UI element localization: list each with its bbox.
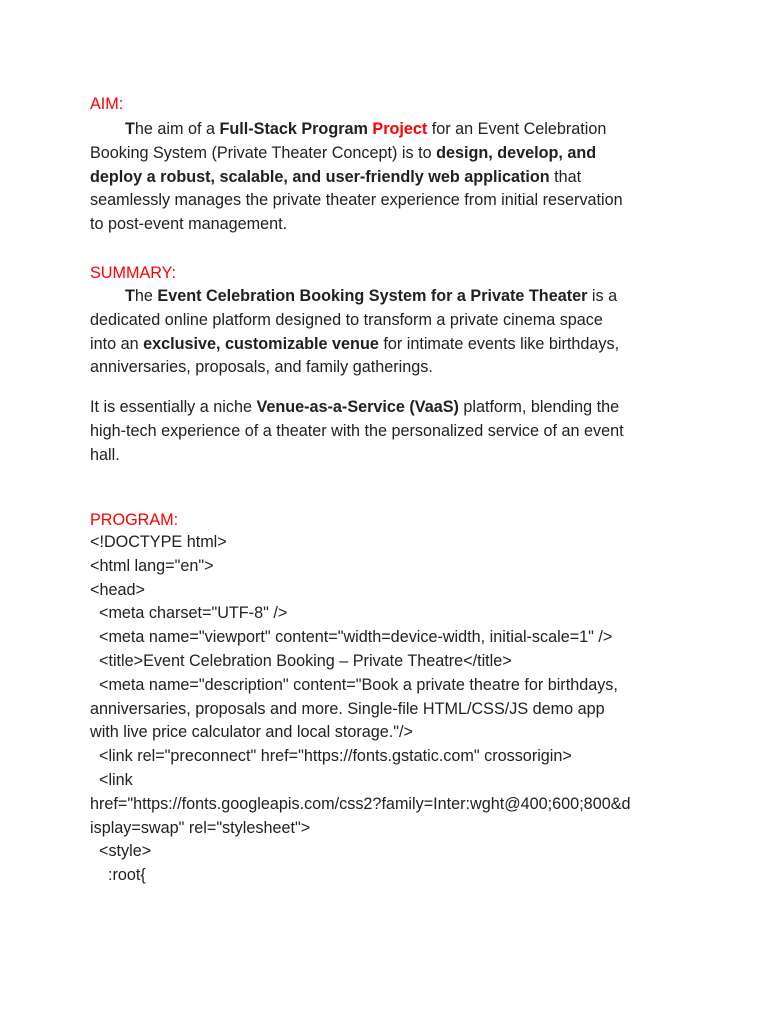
vaas-line-2: high-tech experience of a theater with the personalized service of an event bbox=[90, 421, 624, 440]
summary-line-2: dedicated online platform designed to transform a private cinema space bbox=[90, 310, 603, 329]
summary-text: into an bbox=[90, 334, 144, 353]
code-line: <meta charset="UTF-8" /> bbox=[90, 604, 288, 623]
summary-dropcap: T bbox=[125, 287, 135, 305]
summary-bold-text: Event Celebration Booking System for a Private Theater bbox=[157, 287, 588, 305]
code-line: <meta name="viewport" content="width=device-width, initial-scale=1" /> bbox=[90, 628, 613, 647]
summary-line-4: anniversaries, proposals, and family gatherings. bbox=[90, 358, 433, 377]
summary-bold-text: exclusive, customizable venue bbox=[143, 334, 379, 353]
vaas-paragraph bbox=[90, 396, 690, 467]
aim-line-1 bbox=[90, 118, 690, 142]
summary-heading: SUMMARY: bbox=[90, 264, 177, 282]
program-code-block bbox=[90, 531, 690, 888]
aim-line-4: seamlessly manages the private theater experience from initial reservation bbox=[90, 191, 623, 210]
aim-project-highlight: Project bbox=[372, 120, 428, 138]
aim-bold-text: deploy a robust, scalable, and user-friendly web application bbox=[90, 167, 550, 186]
summary-line-3 bbox=[90, 333, 690, 357]
code-line: :root{ bbox=[90, 866, 146, 885]
aim-text: he aim of a bbox=[134, 120, 220, 138]
aim-line-5: to post-event management. bbox=[90, 215, 288, 234]
vaas-text: It is essentially a niche bbox=[90, 398, 257, 416]
summary-line-1 bbox=[90, 285, 690, 309]
summary-text: is a bbox=[587, 287, 618, 305]
code-line: <meta name="description" content="Book a private theatre for birthdays, bbox=[90, 675, 618, 694]
aim-dropcap: T bbox=[125, 120, 135, 138]
summary-text: for intimate events like birthdays, bbox=[378, 334, 620, 353]
code-line: <head> bbox=[90, 580, 145, 599]
code-line: <link bbox=[90, 770, 133, 789]
aim-text: Booking System (Private Theater Concept) is to bbox=[90, 143, 437, 162]
aim-bold-text: Full-Stack Program bbox=[219, 120, 373, 138]
aim-line-3 bbox=[90, 166, 690, 190]
code-line: with live price calculator and local storage."/> bbox=[90, 723, 413, 742]
summary-paragraph bbox=[90, 285, 690, 380]
vaas-bold-text: Venue-as-a-Service (VaaS) bbox=[256, 398, 459, 416]
code-line: <title>Event Celebration Booking – Private Theatre</title> bbox=[90, 651, 512, 670]
aim-paragraph bbox=[90, 118, 690, 237]
aim-text: for an Event Celebration bbox=[427, 120, 607, 138]
code-line: <!DOCTYPE html> bbox=[90, 533, 227, 551]
code-line: href="https://fonts.googleapis.com/css2?family=Inter:wght@400;600;800&d bbox=[90, 794, 631, 813]
vaas-text: platform, blending the bbox=[458, 398, 620, 416]
aim-bold-text: design, develop, and bbox=[436, 143, 597, 162]
vaas-line-3: hall. bbox=[90, 445, 120, 464]
aim-text: that bbox=[549, 167, 582, 186]
program-heading: PROGRAM: bbox=[90, 511, 179, 529]
vaas-line-1 bbox=[90, 396, 690, 420]
aim-line-2 bbox=[90, 142, 690, 166]
code-line: anniversaries, proposals and more. Single-file HTML/CSS/JS demo app bbox=[90, 699, 605, 718]
code-line: <link rel="preconnect" href="https://fonts.gstatic.com" crossorigin> bbox=[90, 747, 572, 766]
code-line: isplay=swap" rel="stylesheet"> bbox=[90, 818, 311, 837]
aim-heading: AIM: bbox=[90, 95, 124, 113]
code-line: <style> bbox=[90, 842, 152, 861]
summary-text: he bbox=[134, 287, 158, 305]
code-line: <html lang="en"> bbox=[90, 556, 214, 575]
